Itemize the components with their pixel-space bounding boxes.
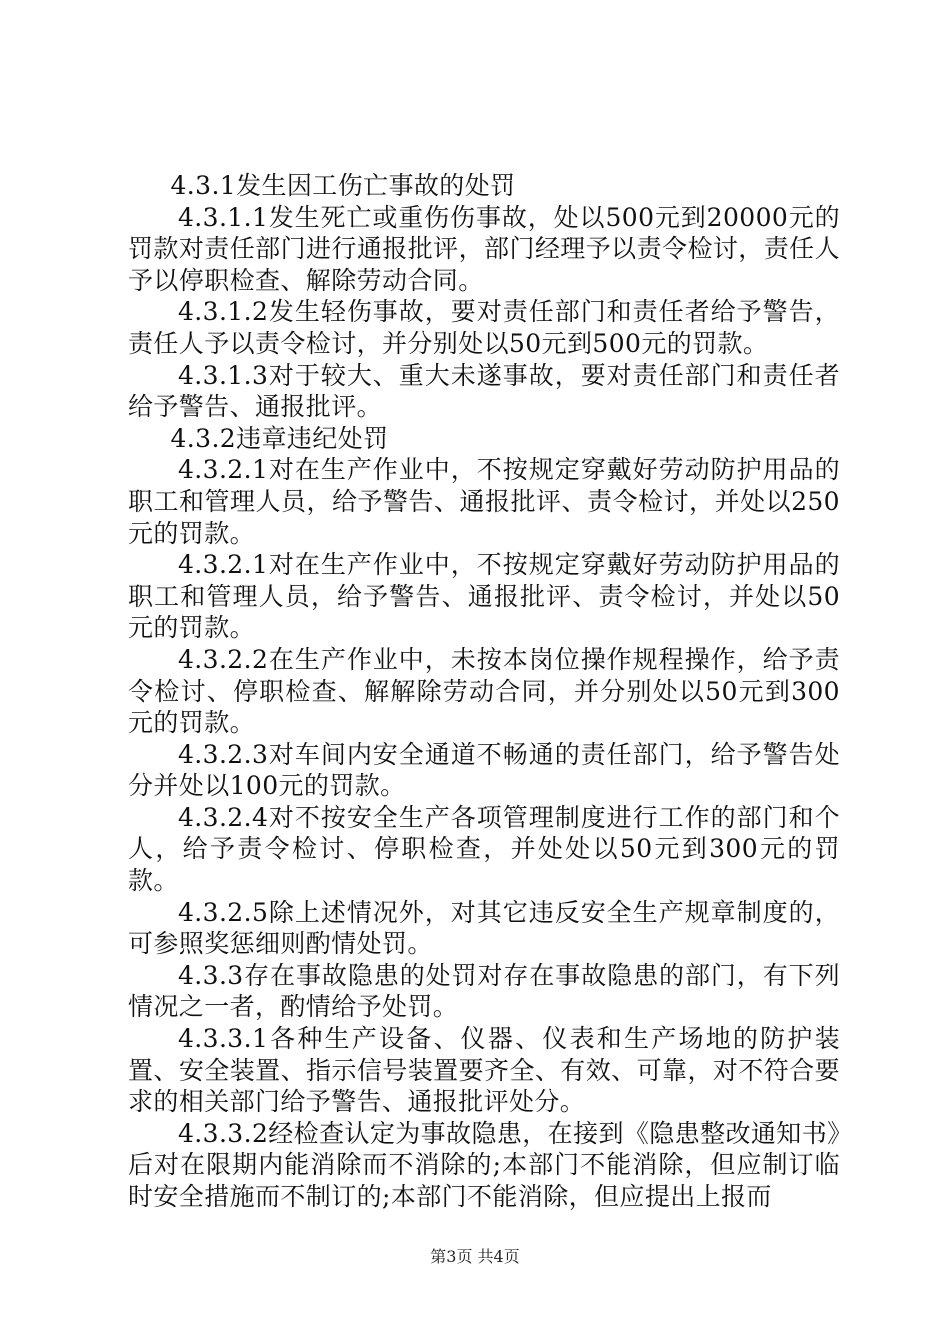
- paragraph-4-3-1-2: 4.3.1.2发生轻伤事故，要对责任部门和责任者给予警告，责任人予以责令检讨，并分别处以50元到500元的罚款。: [128, 297, 840, 358]
- paragraph-4-3-3-1: 4.3.3.1各种生产设备、仪器、仪表和生产场地的防护装置、安全装置、指示信号装置要齐全、有效、可靠，对不符合要求的相关部门给予警告、通报批评处分。: [128, 1024, 840, 1117]
- paragraph-4-3-2-2: 4.3.2.2在生产作业中，未按本岗位操作规程操作，给予责令检讨、停职检查、解解除劳动合同，并分别处以50元到300元的罚款。: [128, 644, 840, 738]
- paragraph-4-3-2-1a: 4.3.2.1对在生产作业中，不按规定穿戴好劳动防护用品的职工和管理人员，给予警告、通报批评、责令检讨，并处以250元的罚款。: [128, 455, 840, 548]
- paragraph-4-3-2-5: 4.3.2.5除上述情况外，对其它违反安全生产规章制度的，可参照奖惩细则酌情处罚。: [128, 897, 840, 959]
- section-heading-4-3-1: 4.3.1发生因工伤亡事故的处罚: [170, 171, 516, 200]
- paragraph-4-3-3: 4.3.3存在事故隐患的处罚对存在事故隐患的部门，有下列情况之一者，酌情给予处罚。: [128, 960, 840, 1022]
- paragraph-4-3-1-1: 4.3.1.1发生死亡或重伤伤事故，处以500元到20000元的罚款对责任部门进行通报批评，部门经理予以责令检讨，责任人予以停职检查、解除劳动合同。: [128, 202, 840, 295]
- document-body: [128, 170, 840, 1213]
- paragraph-4-3-1-3: 4.3.1.3对于较大、重大未遂事故，要对责任部门和责任者给予警告、通报批评。: [128, 360, 840, 422]
- paragraph-4-3-3-2: 4.3.3.2经检查认定为事故隐患，在接到《隐患整改通知书》后对在限期内能消除而不消除的;本部门不能消除，但应制订临时安全措施而不制订的;本部门不能消除，但应提出上报而: [128, 1118, 840, 1211]
- paragraph-4-3-2-4: 4.3.2.4对不按安全生产各项管理制度进行工作的部门和个人，给予责令检讨、停职检查，并处处以50元到300元的罚款。: [128, 802, 840, 896]
- section-heading-4-3-2: 4.3.2违章违纪处罚: [170, 423, 389, 453]
- page-number-footer: 第3页 共4页: [430, 1247, 520, 1266]
- paragraph-4-3-2-3: 4.3.2.3对车间内安全通道不畅通的责任部门，给予警告处分并处以100元的罚款。: [128, 739, 840, 801]
- paragraph-4-3-2-1b: 4.3.2.1对在生产作业中，不按规定穿戴好劳动防护用品的职工和管理人员，给予警告、通报批评、责令检讨，并处以50元的罚款。: [128, 550, 840, 643]
